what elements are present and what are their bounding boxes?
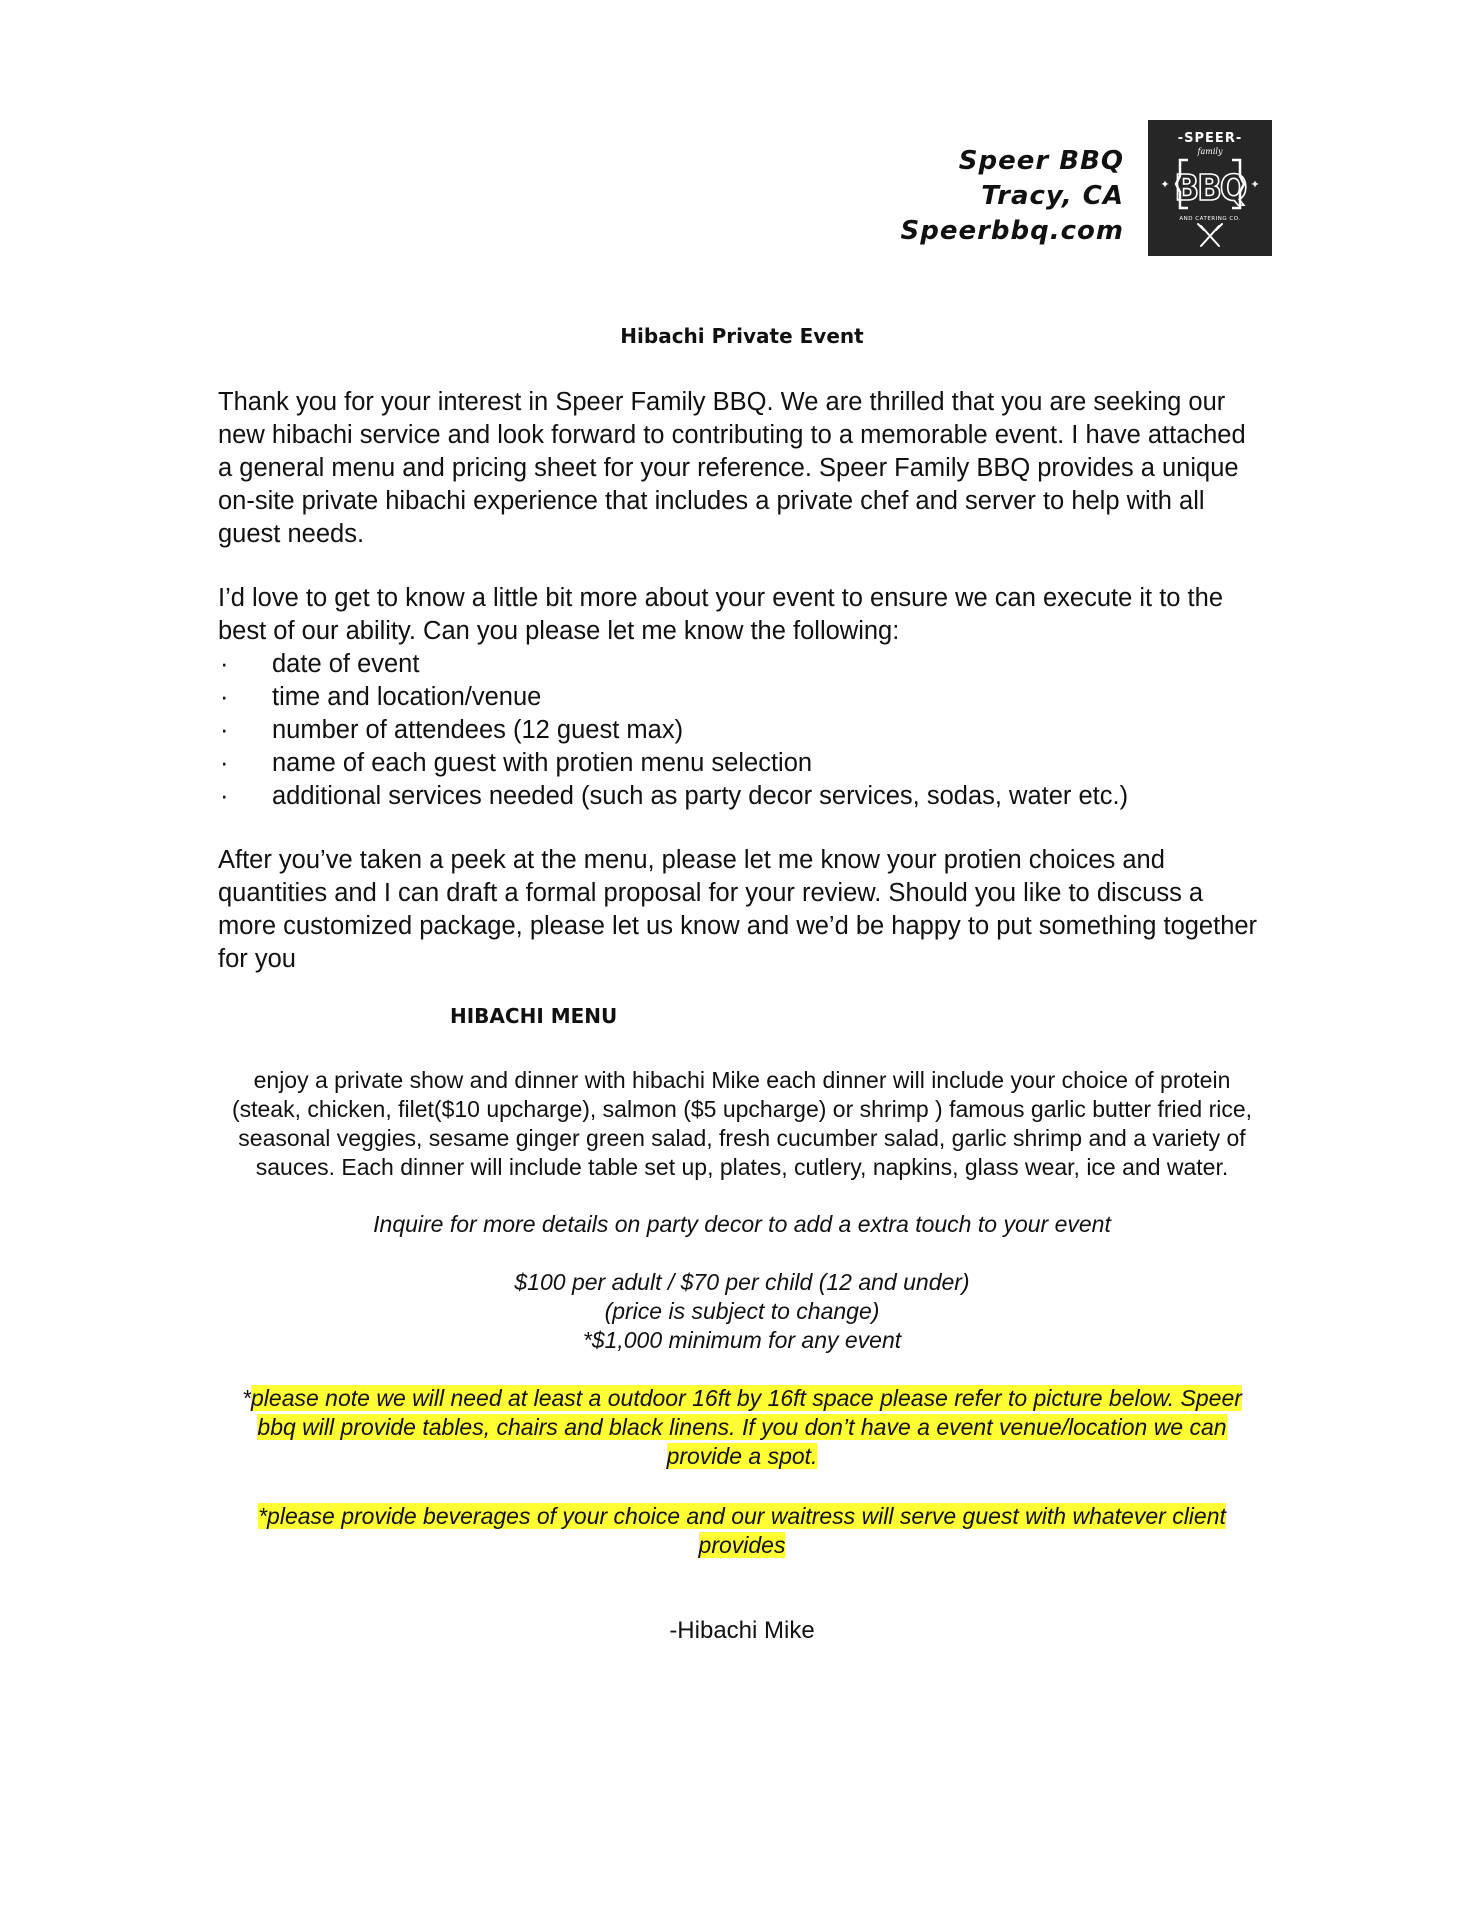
- space-requirement-note: [222, 1384, 1262, 1471]
- list-item: · additional services needed (such as party decor services, sodas, water etc.): [218, 780, 1258, 813]
- signature: -Hibachi Mike: [669, 1617, 815, 1644]
- bullet-icon: ·: [220, 749, 229, 777]
- business-location: Tracy, CA: [981, 181, 1124, 211]
- logo-star-right-icon: ✦: [1250, 179, 1260, 191]
- document-title: Hibachi Private Event: [620, 324, 864, 348]
- beverage-note: [222, 1502, 1262, 1560]
- menu-description: enjoy a private show and dinner with hibachi Mike each dinner will include your choice of protein (steak, chicken, filet($10 upcharge), salmon ($5 upcharge) or shrimp ) famous garlic butter fried rice, seasonal veggies, sesame ginger green salad, fresh cucumber salad, garlic shrimp and a variety of sauces. Each dinner will include table set up, plates, cutlery, napkins, glass wear, ice and water.: [231, 1067, 1253, 1180]
- bullet-icon: ·: [220, 683, 229, 711]
- price-disclaimer: (price is subject to change): [604, 1298, 880, 1324]
- bullet-icon: ·: [220, 650, 229, 678]
- logo-small-text: family: [1197, 147, 1223, 156]
- pricing-block: [222, 1268, 1262, 1355]
- closing-paragraph: After you’ve taken a peek at the menu, please let me know your protien choices and quantities and I can draft a formal proposal for your review. Should you like to discuss a more customized package, please let us know and we’d be happy to put something together for you: [218, 846, 1258, 973]
- decor-note: Inquire for more details on party decor to add a extra touch to your event: [373, 1211, 1111, 1237]
- event-minimum: *$1,000 minimum for any event: [582, 1327, 902, 1353]
- price-per-person: $100 per adult / $70 per child (12 and under): [514, 1269, 970, 1295]
- logo-main-text: BBQ: [1174, 168, 1246, 209]
- speer-bbq-logo: [1148, 120, 1272, 256]
- list-item: · name of each guest with protien menu selection: [218, 747, 1258, 780]
- bullet-icon: ·: [220, 782, 229, 810]
- list-item: · date of event: [218, 648, 1258, 681]
- bullet-icon: ·: [220, 716, 229, 744]
- request-paragraph: I’d love to get to know a little bit more about your event to ensure we can execute it to the best of our ability. Can you please let me know the following:: [218, 584, 1223, 645]
- logo-top-text: -SPEER-: [1177, 131, 1243, 146]
- list-item: · number of attendees (12 guest max): [218, 714, 1258, 747]
- business-info: [900, 144, 1124, 249]
- menu-heading: HIBACHI MENU: [450, 1004, 618, 1028]
- space-note-text: please note we will need at least a outdoor 16ft by 16ft space please refer to picture below. Speer bbq will provide tables, chairs and black linens. If you don’t have a event venue/location we can provide a spot.: [251, 1385, 1242, 1469]
- logo-bottom-text: AND CATERING CO.: [1179, 216, 1241, 222]
- event-details-list: [218, 648, 1258, 813]
- beverage-note-text: *please provide beverages of your choice and our waitress will serve guest with whatever client provides: [258, 1503, 1226, 1558]
- crossed-utensils-icon: [1198, 224, 1222, 246]
- letterhead: [752, 120, 1272, 256]
- business-name: Speer BBQ: [958, 146, 1124, 176]
- logo-star-left-icon: ✦: [1160, 179, 1170, 191]
- note-asterisk: *: [242, 1385, 252, 1411]
- intro-paragraph: Thank you for your interest in Speer Family BBQ. We are thrilled that you are seeking our new hibachi service and look forward to contributing to a memorable event. I have attached a general menu and pricing sheet for your reference. Speer Family BBQ provides a unique on-site private hibachi experience that includes a private chef and server to help with all guest needs.: [218, 388, 1246, 548]
- business-website: Speerbbq.com: [900, 216, 1124, 246]
- list-item: · time and location/venue: [218, 681, 1258, 714]
